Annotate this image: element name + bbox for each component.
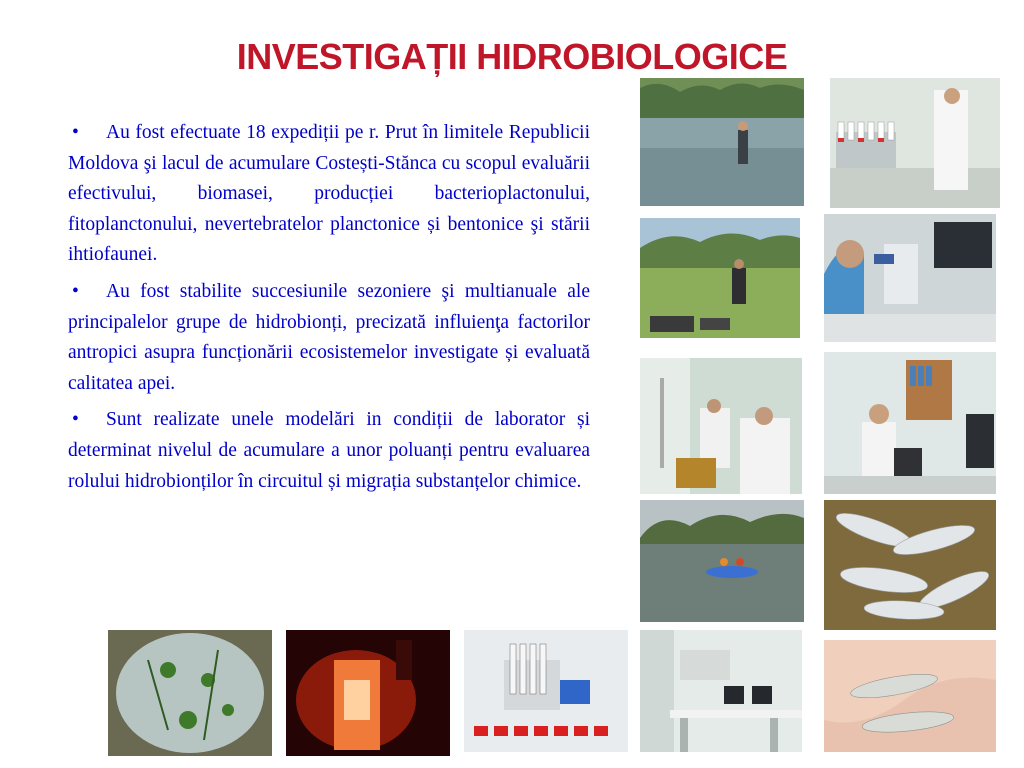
photo-fish-in-hand	[824, 640, 996, 752]
bullet-text: Au fost stabilite succesiunile sezoniere şi multianuale ale principalelor grupe de hidrobionți, precizată influienţa factorilor antropici asupra funcționării ecosistemelor investigate și evaluată calitatea apei.	[68, 280, 590, 394]
bullet-text: Au fost efectuate 18 expediții pe r. Prut în limitele Republicii Moldova şi lacul de acumulare Costești-Stănca cu scopul evaluării efectivului, biomasei, producției bacterioplactonului, fitoplanctonului, nevertebratelor planctonice și bentonice şi stării ihtiofaunei.	[68, 122, 590, 266]
bullet-item	[68, 277, 590, 399]
bullet-item	[68, 118, 590, 271]
bullet-marker: •	[72, 409, 79, 431]
photo-fish-pile	[824, 500, 996, 630]
photo-microscope	[824, 214, 996, 342]
photo-water-plants	[108, 630, 272, 756]
photo-field-sampling	[640, 218, 800, 338]
photo-lab-bench	[640, 358, 802, 494]
bullet-list	[68, 118, 590, 503]
photo-lab-woman	[830, 78, 1000, 208]
bullet-item	[68, 405, 590, 497]
photo-lab-room	[640, 630, 802, 752]
photo-red-lamp	[286, 630, 450, 756]
bullet-marker: •	[72, 122, 79, 143]
photo-boat-river	[640, 500, 804, 622]
photo-river-wading	[640, 78, 804, 206]
slide-title: INVESTIGAȚII HIDROBIOLOGICE	[236, 36, 788, 77]
bullet-text: Sunt realizate unele modelări in condiții de laborator și determinat nivelul de acumulare a unor poluanți pentru evaluarea rolului hidrobionților în circuitul și migrația substanțelor chimice.	[68, 409, 590, 492]
bullet-marker: •	[72, 280, 79, 302]
photo-pipettes	[464, 630, 628, 752]
photo-computer-lab	[824, 352, 996, 494]
